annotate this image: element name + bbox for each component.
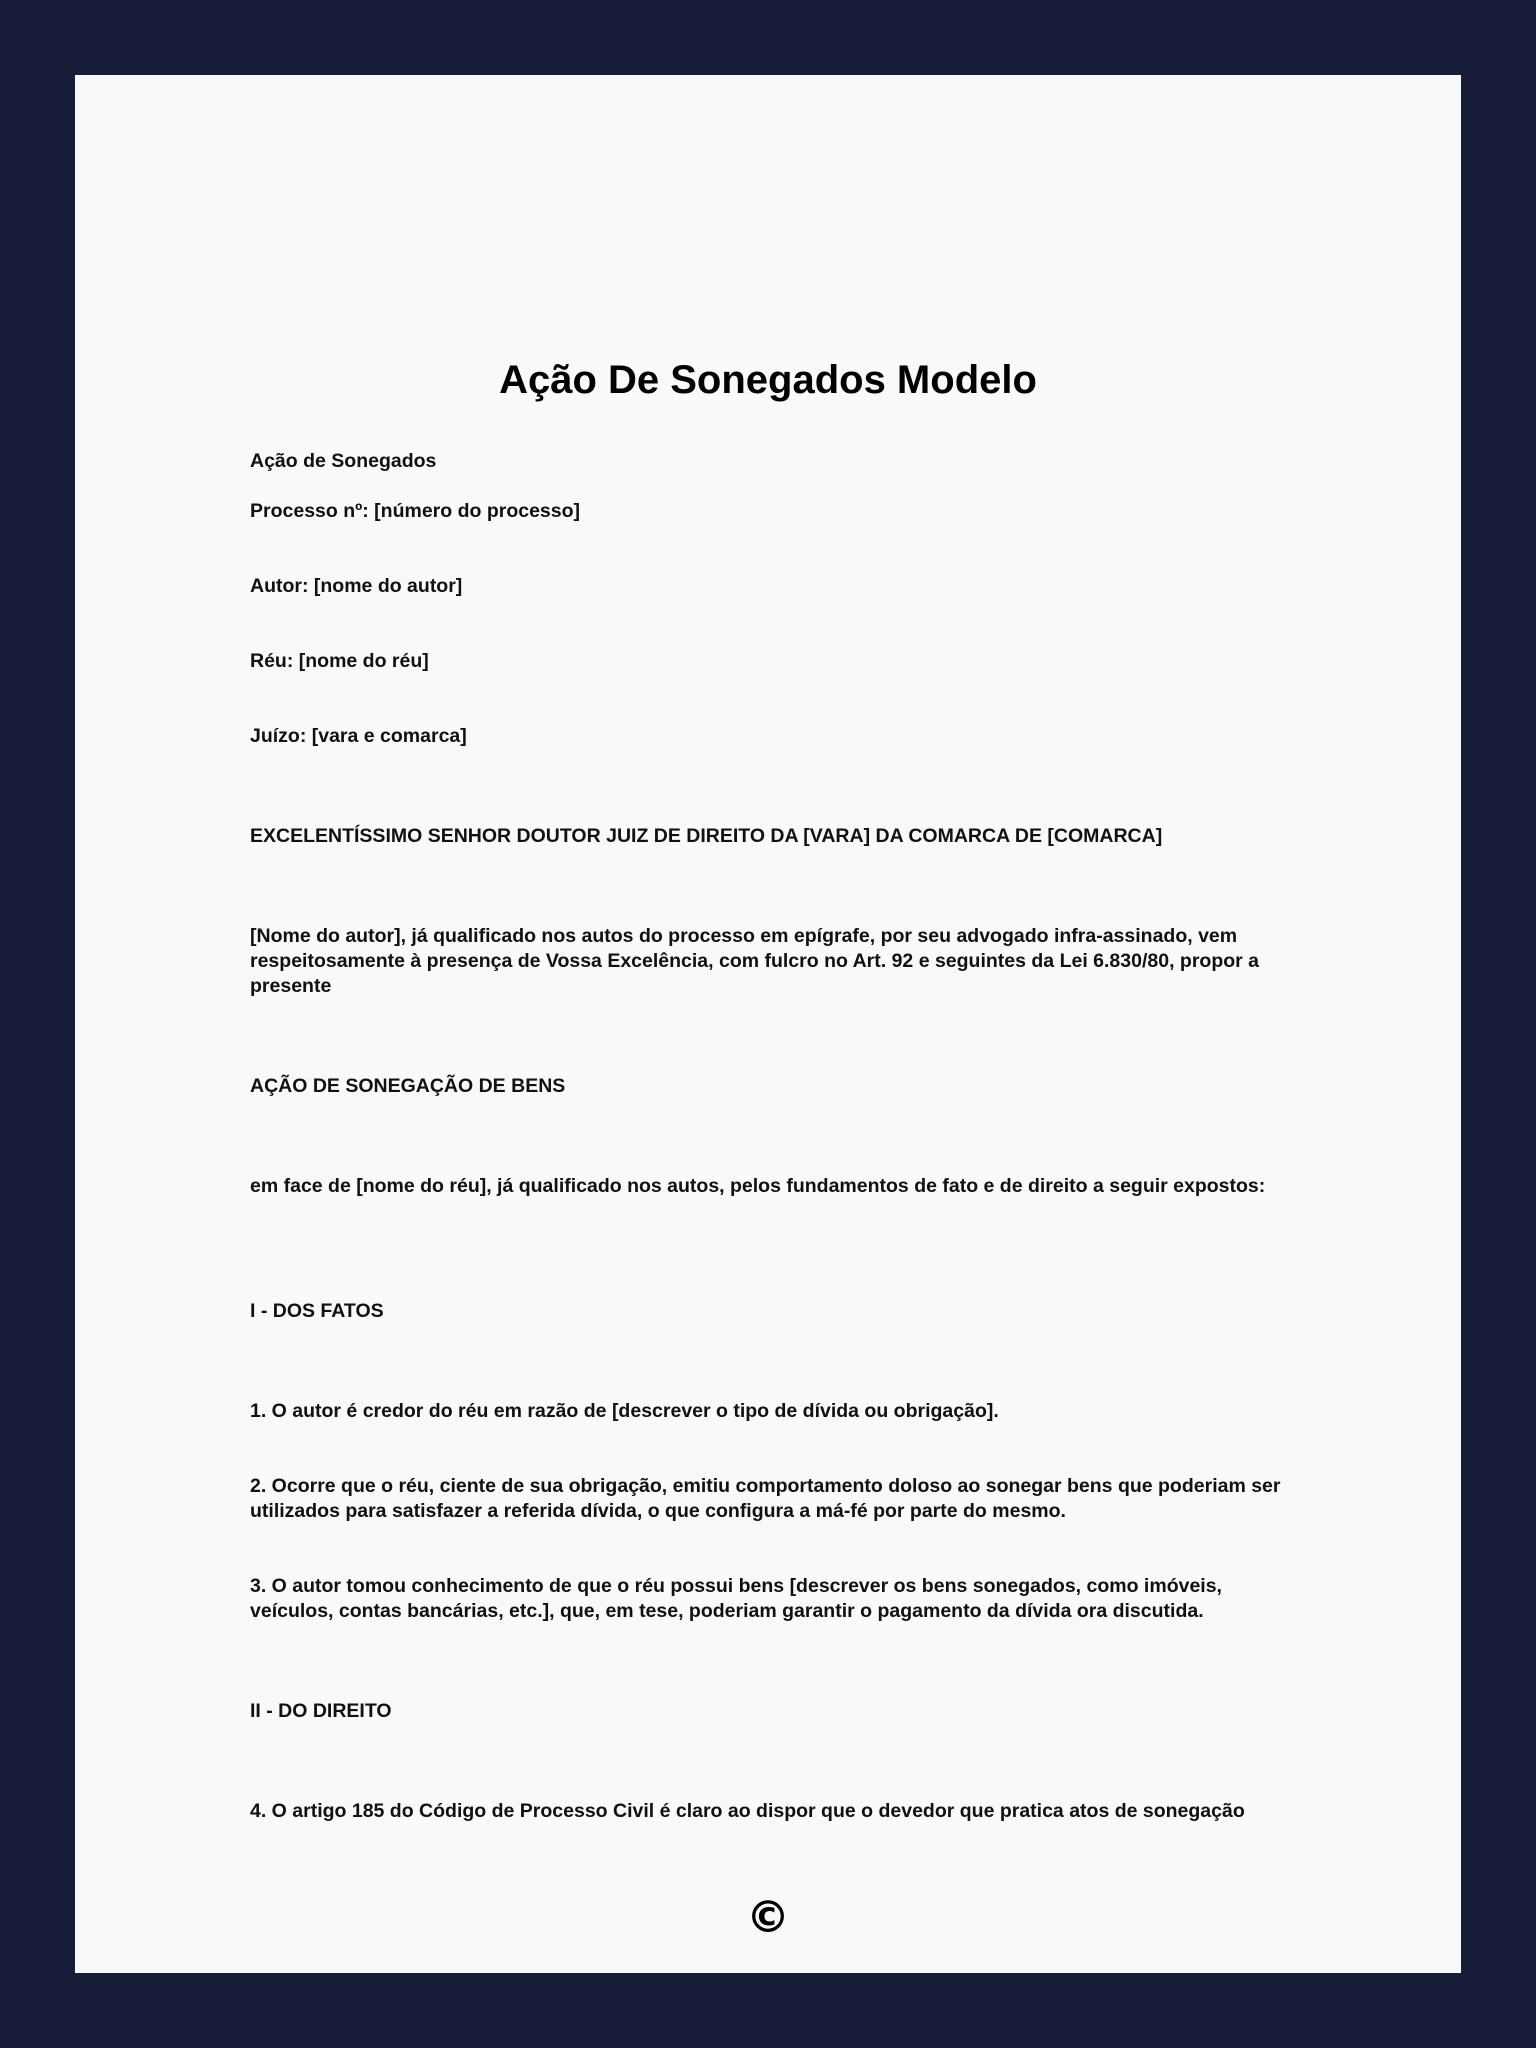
fact-item-3: 3. O autor tomou conhecimento de que o réu possui bens [descrever os bens sonegados, como imóveis, veículos, contas bancárias, etc.], que, em tese, poderiam garantir o pagamento da dívida ora discutida.	[250, 1575, 1222, 1622]
court-field: Juízo: [vara e comarca]	[250, 725, 467, 747]
copyright-icon: ©	[746, 1892, 790, 1943]
action-title: AÇÃO DE SONEGAÇÃO DE BENS	[250, 1075, 566, 1097]
document-heading: Ação de Sonegados	[250, 450, 437, 472]
fact-item-1: 1. O autor é credor do réu em razão de [descrever o tipo de dívida ou obrigação].	[250, 1400, 999, 1422]
intro-paragraph: [Nome do autor], já qualificado nos autos do processo em epígrafe, por seu advogado infra-assinado, vem respeitosamente à presença de Vossa Excelência, com fulcro no Art. 92 e seguintes da Lei 6.830/80, propor a presente	[250, 925, 1259, 997]
against-paragraph: em face de [nome do réu], já qualificado nos autos, pelos fundamentos de fato e de direito a seguir expostos:	[250, 1175, 1266, 1197]
document-page	[75, 75, 1461, 1973]
process-number: Processo nº: [número do processo]	[250, 500, 581, 522]
section-heading-law: II - DO DIREITO	[250, 1700, 392, 1722]
addressee-line: EXCELENTÍSSIMO SENHOR DOUTOR JUIZ DE DIREITO DA [VARA] DA COMARCA DE [COMARCA]	[250, 825, 1163, 847]
law-item-4: 4. O artigo 185 do Código de Processo Civil é claro ao dispor que o devedor que pratica atos de sonegação	[250, 1800, 1245, 1822]
defendant-field: Réu: [nome do réu]	[250, 650, 429, 672]
section-heading-facts: I - DOS FATOS	[250, 1300, 384, 1322]
document-title: Ação De Sonegados Modelo	[499, 358, 1037, 402]
fact-item-2: 2. Ocorre que o réu, ciente de sua obrigação, emitiu comportamento doloso ao sonegar bens que poderiam ser utilizados para satisfazer a referida dívida, o que configura a má-fé por parte do mesmo.	[250, 1475, 1281, 1522]
author-field: Autor: [nome do autor]	[250, 575, 463, 597]
